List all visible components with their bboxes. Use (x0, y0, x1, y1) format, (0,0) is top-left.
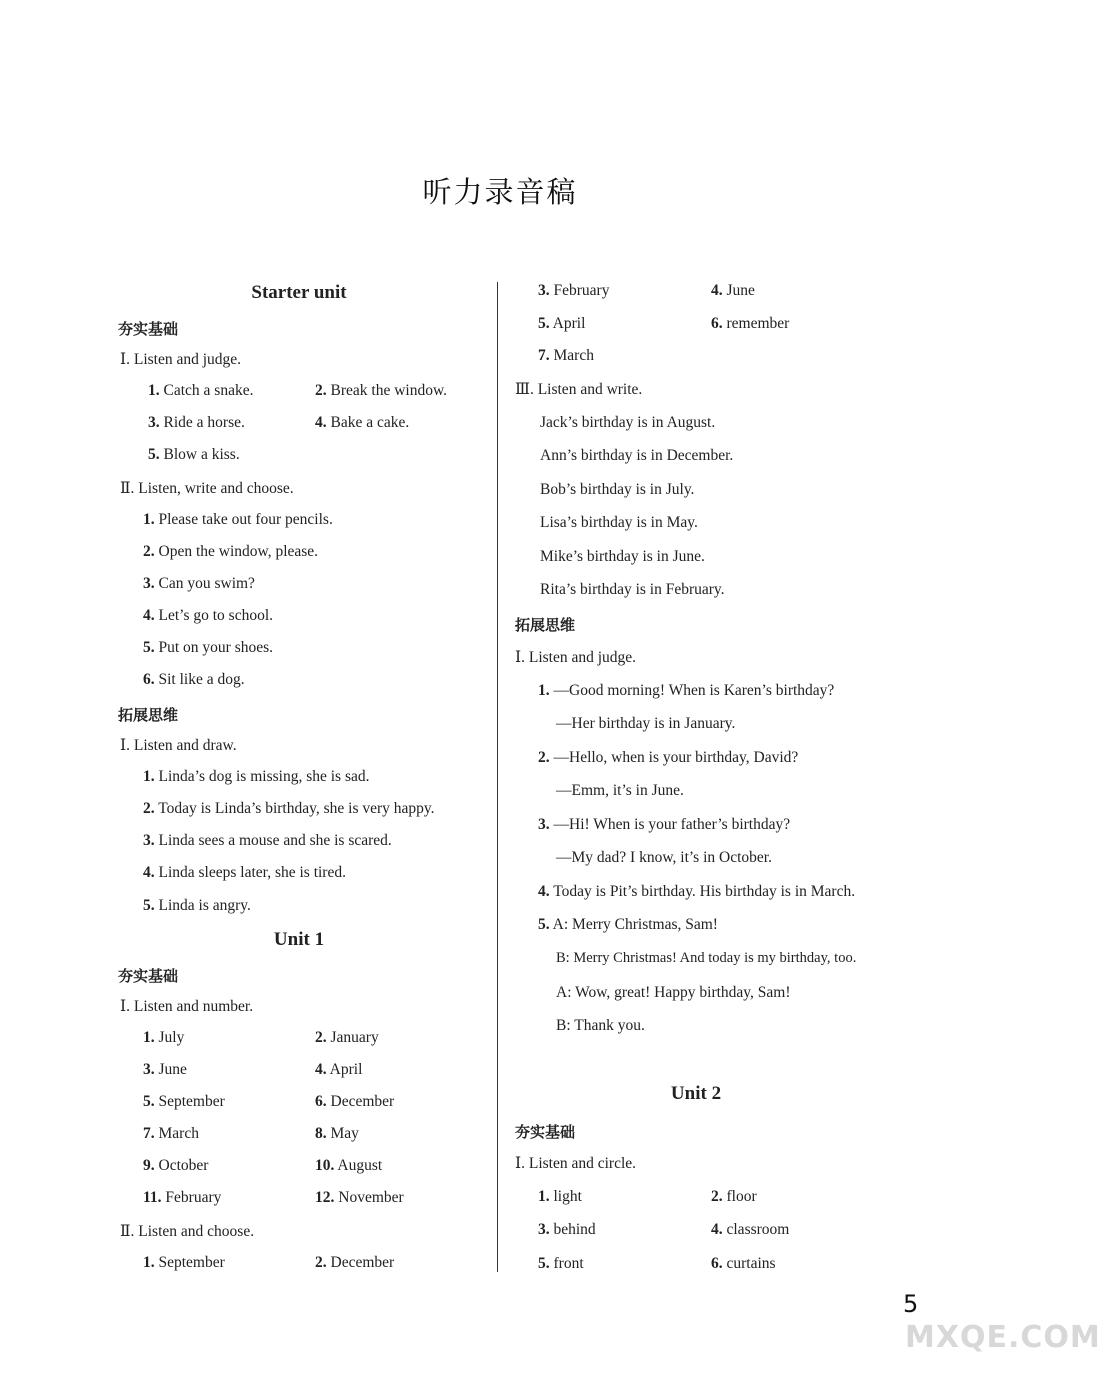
item-number: 5. (143, 897, 155, 914)
item-text: Linda sleeps later, she is tired. (158, 864, 346, 881)
item-text: Linda’s dog is missing, she is sad. (158, 768, 370, 785)
item-number: 4. (711, 282, 723, 299)
list-item (143, 639, 273, 657)
list-item: Ann’s birthday is in December. (540, 447, 734, 464)
list-item (538, 883, 855, 901)
item-text: March (553, 347, 594, 364)
list-item (538, 347, 594, 365)
item-number: 7. (143, 1125, 155, 1142)
column-divider (497, 282, 498, 1272)
list-item (538, 916, 718, 934)
item-number: 5. (538, 916, 550, 933)
item-number: 5. (538, 315, 550, 332)
item-text: November (338, 1189, 404, 1206)
item-text: October (158, 1157, 209, 1174)
item-number: 4. (538, 883, 550, 900)
section-basic: 夯实基础 (118, 967, 179, 985)
list-item (143, 575, 255, 593)
item-number: 3. (143, 1061, 155, 1078)
item-text: December (330, 1093, 395, 1110)
list-item (538, 1221, 596, 1239)
list-item (143, 671, 245, 689)
exercise-heading: Ⅲ. Listen and write. (515, 381, 643, 398)
list-item (315, 1093, 394, 1111)
section-basic: 夯实基础 (118, 320, 179, 338)
list-item (315, 1061, 362, 1079)
item-text: August (337, 1157, 383, 1174)
item-text: May (330, 1125, 359, 1142)
item-number: 1. (143, 511, 155, 528)
exercise-heading: Ⅱ. Listen and choose. (120, 1223, 255, 1240)
item-number: 3. (538, 282, 550, 299)
list-item (143, 800, 435, 818)
item-number: 10. (315, 1157, 335, 1174)
list-item (538, 749, 798, 767)
item-text: December (330, 1254, 395, 1271)
list-item (143, 511, 333, 529)
list-item (538, 682, 834, 700)
list-item (143, 1029, 184, 1047)
list-item: —Her birthday is in January. (556, 715, 736, 732)
item-number: 1. (538, 682, 550, 699)
item-number: 2. (315, 1254, 327, 1271)
item-text: June (158, 1061, 187, 1078)
list-item (711, 315, 789, 333)
item-text: September (158, 1093, 225, 1110)
item-number: 3. (538, 816, 550, 833)
exercise-heading: Ⅰ. Listen and draw. (120, 737, 237, 754)
item-number: 4. (143, 864, 155, 881)
item-text: Can you swim? (158, 575, 255, 592)
exercise-heading: Ⅱ. Listen, write and choose. (120, 480, 294, 497)
list-item (143, 1093, 225, 1111)
item-number: 11. (143, 1189, 162, 1206)
list-item: B: Thank you. (556, 1017, 645, 1034)
list-item (538, 1255, 584, 1273)
item-text: Please take out four pencils. (158, 511, 333, 528)
item-number: 4. (143, 607, 155, 624)
item-number: 8. (315, 1125, 327, 1142)
list-item (143, 768, 369, 786)
list-item (315, 382, 447, 400)
item-number: 9. (143, 1157, 155, 1174)
item-number: 2. (143, 543, 155, 560)
list-item: B: Merry Christmas! And today is my birthday, too. (556, 950, 857, 966)
item-text: Ride a horse. (163, 414, 245, 431)
section-extension: 拓展思维 (118, 706, 179, 724)
exercise-heading: Ⅰ. Listen and circle. (515, 1155, 637, 1172)
item-number: 3. (143, 832, 155, 849)
item-number: 5. (148, 446, 160, 463)
item-text: Blow a kiss. (163, 446, 240, 463)
item-number: 1. (143, 1254, 155, 1271)
list-item (538, 816, 790, 834)
item-text: June (726, 282, 755, 299)
item-number: 6. (315, 1093, 327, 1110)
item-number: 4. (315, 1061, 327, 1078)
item-number: 3. (148, 414, 160, 431)
item-text: Bake a cake. (330, 414, 410, 431)
item-number: 7. (538, 347, 550, 364)
item-text: —Good morning! When is Karen’s birthday? (553, 682, 835, 699)
list-item: A: Wow, great! Happy birthday, Sam! (556, 984, 791, 1001)
item-number: 6. (143, 671, 155, 688)
item-number: 2. (143, 800, 155, 817)
item-text: April (552, 315, 586, 332)
item-number: 5. (143, 1093, 155, 1110)
item-text: March (158, 1125, 199, 1142)
list-item (148, 382, 253, 400)
list-item (315, 1125, 359, 1143)
list-item (538, 1188, 582, 1206)
item-number: 2. (711, 1188, 723, 1205)
list-item (315, 1157, 382, 1175)
item-text: remember (726, 315, 790, 332)
item-text: —Hi! When is your father’s birthday? (553, 816, 791, 833)
list-item: Rita’s birthday is in February. (540, 581, 725, 598)
list-item (711, 282, 755, 300)
item-number: 1. (143, 1029, 155, 1046)
list-item (143, 897, 251, 915)
unit-heading-2: Unit 2 (670, 1083, 722, 1104)
unit-heading-starter: Starter unit (251, 282, 347, 303)
item-text: A: Merry Christmas, Sam! (552, 916, 718, 933)
item-number: 6. (711, 1255, 723, 1272)
list-item (538, 282, 609, 300)
watermark: MXQE.COM (905, 1320, 1101, 1355)
item-number: 3. (538, 1221, 550, 1238)
item-text: February (553, 282, 610, 299)
item-text: light (553, 1188, 582, 1205)
item-text: January (330, 1029, 379, 1046)
item-number: 1. (148, 382, 160, 399)
item-text: curtains (726, 1255, 776, 1272)
item-text: —Hello, when is your birthday, David? (553, 749, 799, 766)
item-text: behind (553, 1221, 596, 1238)
list-item (143, 543, 318, 561)
list-item (315, 414, 409, 432)
item-number: 2. (315, 1029, 327, 1046)
exercise-heading: Ⅰ. Listen and judge. (515, 649, 637, 666)
item-text: Catch a snake. (163, 382, 254, 399)
list-item: Bob’s birthday is in July. (540, 481, 695, 498)
list-item (143, 1254, 225, 1272)
item-number: 2. (315, 382, 327, 399)
item-text: February (165, 1189, 222, 1206)
section-basic: 夯实基础 (515, 1123, 576, 1141)
list-item (143, 607, 273, 625)
list-item (538, 315, 585, 333)
list-item (315, 1029, 379, 1047)
item-text: Break the window. (330, 382, 448, 399)
list-item (711, 1255, 776, 1273)
item-number: 2. (538, 749, 550, 766)
list-item: Lisa’s birthday is in May. (540, 514, 698, 531)
list-item (315, 1189, 404, 1207)
list-item: —My dad? I know, it’s in October. (556, 849, 772, 866)
unit-heading-1: Unit 1 (273, 929, 325, 950)
item-text: Put on your shoes. (158, 639, 274, 656)
item-number: 1. (538, 1188, 550, 1205)
item-text: July (158, 1029, 185, 1046)
list-item (315, 1254, 394, 1272)
list-item (143, 1157, 208, 1175)
item-text: Open the window, please. (158, 543, 319, 560)
item-number: 4. (315, 414, 327, 431)
item-number: 12. (315, 1189, 335, 1206)
item-text: floor (726, 1188, 757, 1205)
exercise-heading: Ⅰ. Listen and judge. (120, 351, 242, 368)
item-text: Linda is angry. (158, 897, 251, 914)
page-number: 5 (903, 1290, 919, 1318)
list-item: Mike’s birthday is in June. (540, 548, 705, 565)
item-text: front (553, 1255, 584, 1272)
item-text: September (158, 1254, 225, 1271)
exercise-heading: Ⅰ. Listen and number. (120, 998, 254, 1015)
item-number: 5. (538, 1255, 550, 1272)
item-text: April (329, 1061, 363, 1078)
item-text: Today is Pit’s birthday. His birthday is in March. (553, 883, 856, 900)
item-text: Let’s go to school. (158, 607, 274, 624)
page-title: 听力录音稿 (422, 175, 578, 209)
list-item (143, 1125, 199, 1143)
list-item: —Emm, it’s in June. (556, 782, 684, 799)
item-text: classroom (726, 1221, 790, 1238)
list-item (711, 1221, 789, 1239)
list-item (143, 1189, 221, 1207)
item-number: 4. (711, 1221, 723, 1238)
item-number: 6. (711, 315, 723, 332)
section-extension: 拓展思维 (515, 616, 576, 634)
list-item (711, 1188, 757, 1206)
list-item: Jack’s birthday is in August. (540, 414, 716, 431)
item-number: 1. (143, 768, 155, 785)
list-item (143, 832, 392, 850)
list-item (143, 1061, 187, 1079)
list-item (148, 414, 245, 432)
item-text: Linda sees a mouse and she is scared. (158, 832, 392, 849)
item-text: Today is Linda’s birthday, she is very happy. (158, 800, 435, 817)
item-number: 5. (143, 639, 155, 656)
item-text: Sit like a dog. (158, 671, 245, 688)
list-item (148, 446, 240, 464)
item-number: 3. (143, 575, 155, 592)
list-item (143, 864, 346, 882)
